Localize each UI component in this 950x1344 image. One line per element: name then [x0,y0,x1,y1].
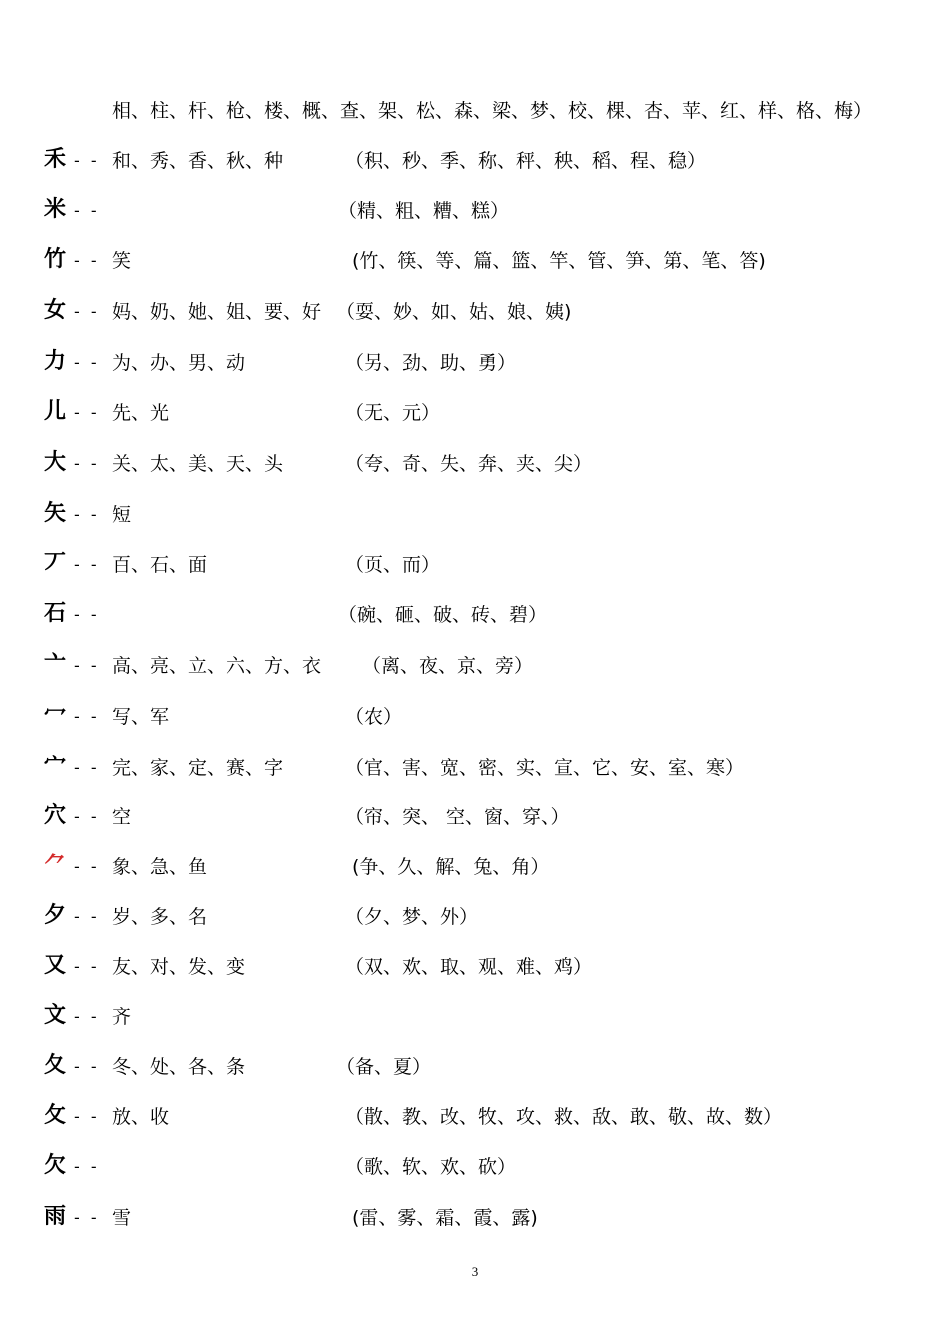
dash-separator: - - [74,201,100,220]
dash-separator: - - [74,251,100,270]
dash-separator: - - [74,353,100,372]
dash-separator: - - [74,505,100,524]
radical-char: 竹 [44,247,67,272]
radical-row [0,753,950,783]
radical-char: 穴 [44,803,67,828]
radical-row [0,449,950,479]
radical-char: 亠 [44,652,67,677]
dash-separator: - - [74,1208,100,1227]
example-chars: 笑 [112,250,132,272]
radical-row [0,297,950,327]
dash-separator: - - [74,605,100,624]
radical-row [0,651,950,681]
radical-row [0,952,950,982]
radical-char: 夂 [44,1053,67,1078]
example-chars: 写、军 [112,706,170,728]
dash-separator: - - [74,907,100,926]
other-chars: （歌、软、欢、砍） [345,1156,517,1178]
dash-separator: - - [74,302,100,321]
radical-row [0,196,950,226]
example-chars: 岁、多、名 [112,906,208,928]
page-number: 3 [471,1264,479,1279]
radical-row [0,348,950,378]
example-chars: 百、石、面 [112,554,208,576]
radical-row [0,146,950,176]
radical-char: 力 [44,349,67,374]
radical-row [0,246,950,276]
radical-row [0,902,950,932]
example-chars: 放、收 [112,1106,170,1128]
example-chars: 空 [112,806,132,828]
radical-row [0,600,950,630]
example-chars: 完、家、定、赛、字 [112,757,284,779]
other-chars: （双、欢、取、观、难、鸡） [345,956,593,978]
radical-char: 宀 [44,754,67,779]
radical-char: 文 [44,1003,67,1028]
example-chars: 高、亮、立、六、方、衣 [112,655,322,677]
radical-row [0,1002,950,1032]
radical-row [0,550,950,580]
other-chars: （农） [345,706,403,728]
radical-char: 石 [44,601,67,626]
dash-separator: - - [74,403,100,422]
radical-char: ⺈ [44,853,67,878]
other-chars: （碗、砸、破、砖、碧） [338,604,548,626]
radical-row [0,1102,950,1132]
radical-char: 米 [44,197,67,222]
dash-separator: - - [74,758,100,777]
other-chars: （散、教、改、牧、攻、救、敌、敢、敬、故、数） [345,1106,783,1128]
radical-row [0,852,950,882]
dash-separator: - - [74,454,100,473]
radical-char: 矢 [44,501,67,526]
radical-row [0,802,950,832]
other-chars: （官、害、宽、密、实、宣、它、安、室、寒） [345,757,745,779]
dash-separator: - - [74,656,100,675]
radical-char: 又 [44,953,67,978]
example-chars: 为、办、男、动 [112,352,246,374]
radical-char: 夕 [44,903,67,928]
radical-row [0,702,950,732]
dash-separator: - - [74,957,100,976]
other-chars: （帘、突、 空、窗、穿、） [345,806,570,828]
other-chars: （页、而） [345,554,441,576]
radical-row [0,500,950,530]
other-chars: （备、夏） [336,1056,432,1078]
dash-separator: - - [74,1007,100,1026]
example-chars: 妈、奶、她、姐、要、好 [112,301,322,323]
radical-char: 大 [44,450,67,475]
other-chars: (争、久、解、兔、角） [352,856,550,878]
other-chars: （另、劲、助、勇） [345,352,517,374]
dash-separator: - - [74,555,100,574]
other-chars: (竹、筷、等、篇、篮、竿、管、笋、第、笔、答) [352,250,766,272]
example-chars: 和、秀、香、秋、种 [112,150,284,172]
dash-separator: - - [74,807,100,826]
dash-separator: - - [74,707,100,726]
radical-row [0,1203,950,1233]
radical-row [0,1052,950,1082]
example-chars: 雪 [112,1207,132,1229]
example-chars: 象、急、鱼 [112,856,208,878]
dash-separator: - - [74,151,100,170]
dash-separator: - - [74,1057,100,1076]
radical-char: 儿 [44,399,67,424]
dash-separator: - - [74,1107,100,1126]
other-chars: (雷、雾、霜、霞、露) [352,1207,538,1229]
other-chars: （夕、梦、外） [345,906,479,928]
other-chars: （无、元） [345,402,441,424]
example-chars: 友、对、发、变 [112,956,246,978]
other-chars: （积、秒、季、称、秤、秧、稻、程、稳） [345,150,707,172]
dash-separator: - - [74,1157,100,1176]
radical-char: 攵 [44,1103,67,1128]
radical-row [0,398,950,428]
continuation-line: 相、柱、杆、枪、楼、概、查、架、松、森、梁、梦、校、棵、杏、苹、红、样、格、梅） [112,100,873,122]
example-chars: 短 [112,504,132,526]
other-chars: （离、夜、京、旁） [362,655,534,677]
other-chars: （夸、奇、失、奔、夹、尖） [345,453,593,475]
radical-char: 欠 [44,1153,67,1178]
radical-row [0,1152,950,1182]
radical-char: 女 [44,298,67,323]
radical-char: 丆 [44,551,67,576]
dash-separator: - - [74,857,100,876]
radical-char: 雨 [44,1204,67,1229]
radical-char: 禾 [44,147,67,172]
example-chars: 冬、处、各、条 [112,1056,246,1078]
other-chars: （耍、妙、如、姑、娘、姨) [336,301,572,323]
example-chars: 关、太、美、天、头 [112,453,284,475]
example-chars: 齐 [112,1006,132,1028]
example-chars: 先、光 [112,402,170,424]
radical-char: 冖 [44,703,67,728]
other-chars: （精、粗、糟、糕） [338,200,510,222]
